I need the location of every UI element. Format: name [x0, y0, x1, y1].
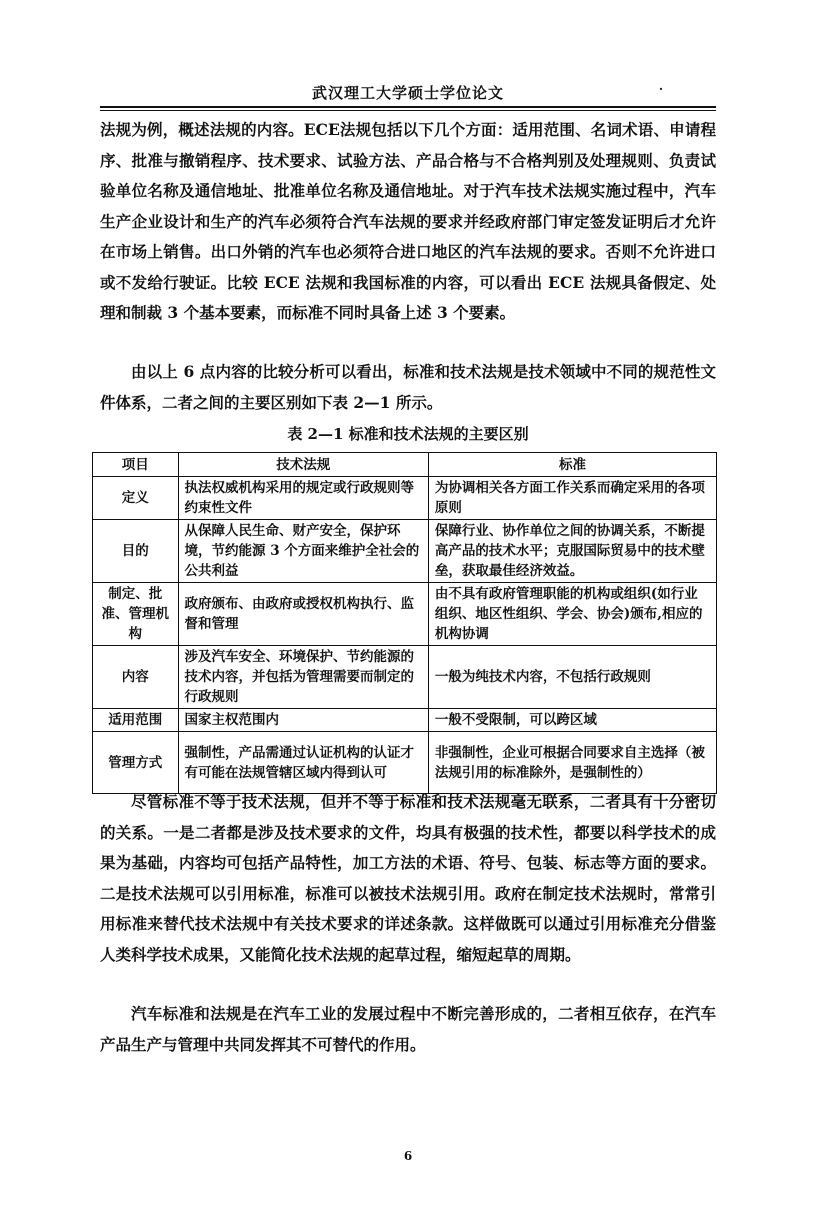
row-standard: 一般为纯技术内容，不包括行政规则: [428, 646, 716, 709]
table-row: [93, 520, 717, 583]
row-item: 适用范围: [93, 709, 179, 732]
table-row: [93, 583, 717, 646]
table-caption: 表 2—1 标准和技术法规的主要区别: [287, 425, 529, 443]
paragraph-conclusion: 汽车标准和法规是在汽车工业的发展过程中不断完善形成的，二者相互依存，在汽车产品生产与管理中共同发挥其不可替代的作用。: [100, 1004, 716, 1054]
header-item: 项目: [93, 453, 179, 477]
row-standard: 保障行业、协作单位之间的协调关系，不断提高产品的技术水平；克服国际贸易中的技术壁垒，获取最佳经济效益。: [428, 520, 716, 583]
row-standard: 非强制性，企业可根据合同要求自主选择（被法规引用的标准除外，是强制性的）: [428, 732, 716, 794]
header-rule: [100, 106, 716, 108]
table-row: [93, 646, 717, 709]
row-item: 内容: [93, 646, 179, 709]
row-regulation: 国家主权范围内: [178, 709, 428, 732]
table-row: [93, 477, 717, 520]
paragraph-relationship: 尽管标准不等于技术法规，但并不等于标准和技术法规毫无联系，二者具有十分密切的关系。一是二者都是涉及技术要求的文件，均具有极强的技术性，都要以科学技术的成果为基础，内容均可包括产品特性，加工方法的术语、符号、包装、标志等方面的要求。二是技术法规可以引用标准，标准可以被技术法规引用。政府在制定技术法规时，常常引用标准来替代技术法规中有关技术要求的详述条款。这样做既可以通过引用标准充分借鉴人类科学技术成果，又能简化技术法规的起草过程，缩短起草的周期。: [100, 792, 716, 964]
row-item: 制定、批准、管理机构: [93, 583, 179, 646]
row-standard: 由不具有政府管理职能的机构或组织(如行业组织、地区性组织、学会、协会)颁布,相应的机构协调: [428, 583, 716, 646]
table-row: [93, 732, 717, 794]
row-regulation: 强制性，产品需通过认证机构的认证才有可能在法规管辖区域内得到认可: [178, 732, 428, 794]
header-standard: 标准: [428, 453, 716, 477]
row-regulation: 政府颁布、由政府或授权机构执行、监督和管理: [178, 583, 428, 646]
row-item: 定义: [93, 477, 179, 520]
page-number: 6: [403, 1149, 413, 1163]
header-rule-thin: [100, 110, 716, 111]
comparison-table: [92, 452, 717, 794]
paragraph-ece-regulations: 法规为例，概述法规的内容。ECE法规包括以下几个方面：适用范围、名词术语、申请程序、批准与撤销程序、技术要求、试验方法、产品合格与不合格判别及处理规则、负责试验单位名称及通信地址、批准单位名称及通信地址。对于汽车技术法规实施过程中，汽车生产企业设计和生产的汽车必须符合汽车法规的要求并经政府部门审定签发证明后才允许在市场上销售。出口外销的汽车也必须符合进口地区的汽车法规的要求。否则不允许进口或不发给行驶证。比较 ECE 法规和我国标准的内容，可以看出 ECE 法规具备假定、处理和制裁 3 个基本要素，而标准不同时具备上述 3 个要素。: [100, 120, 716, 322]
row-regulation: 涉及汽车安全、环境保护、节约能源的技术内容，并包括为管理需要而制定的行政规则: [178, 646, 428, 709]
row-standard: 为协调相关各方面工作关系而确定采用的各项原则: [428, 477, 716, 520]
row-regulation: 从保障人民生命、财产安全，保护环境，节约能源 3 个方面来维护全社会的公共利益: [178, 520, 428, 583]
paragraph-comparison-summary: 由以上 6 点内容的比较分析可以看出，标准和技术法规是技术领域中不同的规范性文件体系，二者之间的主要区别如下表 2—1 所示。: [100, 362, 716, 412]
running-header: [100, 82, 716, 103]
header-technical-regulation: 技术法规: [178, 453, 428, 477]
row-item: 管理方式: [93, 732, 179, 794]
header-title: 武汉理工大学硕士学位论文: [311, 84, 504, 102]
header-mark: ·: [658, 82, 664, 96]
row-regulation: 执法权威机构采用的规定或行政规则等约束性文件: [178, 477, 428, 520]
table-row: [93, 709, 717, 732]
row-item: 目的: [93, 520, 179, 583]
table-header-row: [93, 453, 717, 477]
row-standard: 一般不受限制，可以跨区域: [428, 709, 716, 732]
